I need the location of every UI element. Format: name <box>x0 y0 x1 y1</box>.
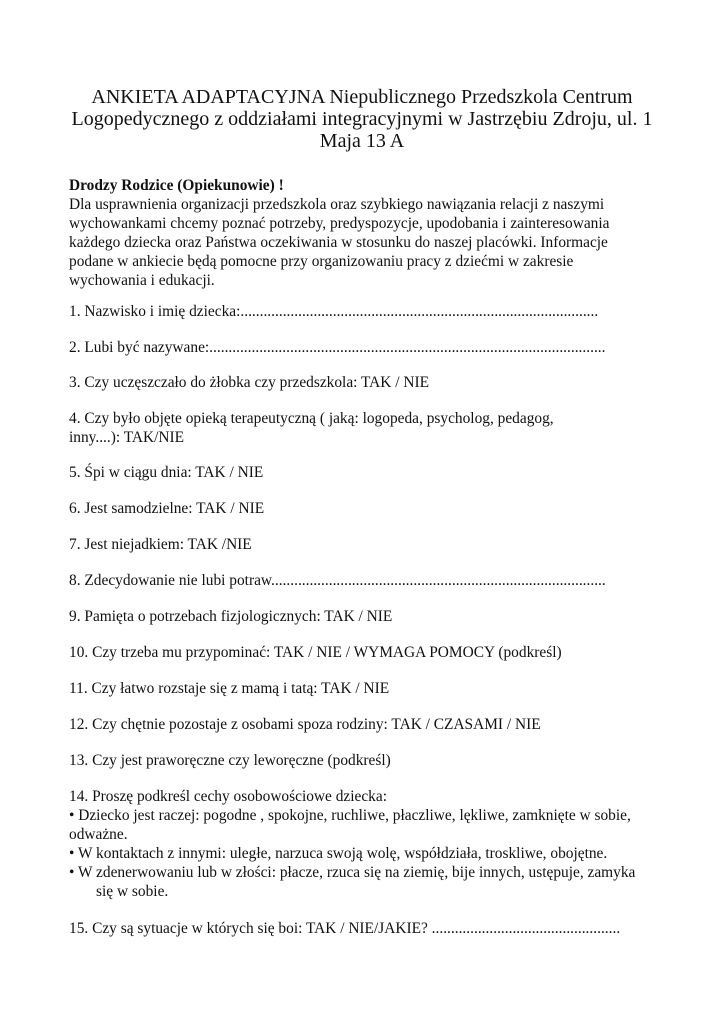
question-text: 3. Czy uczęszczało do żłobka czy przedszkola: TAK / NIE <box>69 374 430 391</box>
question-4 <box>69 409 679 447</box>
question-text: 2. Lubi być nazywane:....................................................................................................... <box>69 339 606 356</box>
title-line-1: ANKIETA ADAPTACYJNA Niepublicznego Przedszkola Centrum <box>91 86 633 108</box>
question-text: inny....): TAK/NIE <box>69 429 185 446</box>
question-5 <box>69 463 679 482</box>
question-text: 4. Czy było objęte opieką terapeutyczną ( jaką: logopeda, psycholog, pedagog, <box>69 410 554 427</box>
question-7 <box>69 535 679 554</box>
question-text: 9. Pamięta o potrzebach fizjologicznych: TAK / NIE <box>69 608 393 625</box>
intro-line: wychowania i edukacji. <box>69 272 215 289</box>
question-10 <box>69 643 679 662</box>
question-text: 10. Czy trzeba mu przypominać: TAK / NIE / WYMAGA POMOCY (podkreśl) <box>69 644 562 661</box>
intro-line: Dla usprawnienia organizacji przedszkola oraz szybkiego nawiązania relacji z naszymi <box>69 196 605 213</box>
question-text: 11. Czy łatwo rozstaje się z mamą i tatą: TAK / NIE <box>69 680 390 697</box>
option-line: • W zdenerwowaniu lub w złości: płacze, rzuca się na ziemię, bije innych, ustępuje, zamyka <box>69 864 636 881</box>
intro-line: każdego dziecka oraz Państwa oczekiwania w stosunku do naszej placówki. Informacje <box>69 234 608 251</box>
intro-line: wychowankami chcemy poznać potrzeby, predyspozycje, upodobania i zainteresowania <box>69 215 610 232</box>
greeting: Drodzy Rodzice (Opiekunowie) ! <box>69 177 284 194</box>
question-14 <box>69 787 679 901</box>
question-text: 8. Zdecydowanie nie lubi potraw....................................................................................... <box>69 572 606 589</box>
question-13 <box>69 751 679 770</box>
title-line-2: Logopedycznego z oddziałami integracyjnymi w Jastrzębiu Zdroju, ul. 1 <box>71 108 653 130</box>
question-text: 5. Śpi w ciągu dnia: TAK / NIE <box>69 464 264 481</box>
question-text: 13. Czy jest praworęczne czy leworęczne (podkreśl) <box>69 752 391 769</box>
question-6 <box>69 499 679 518</box>
option-line: się w sobie. <box>96 883 169 900</box>
intro-paragraph <box>69 176 669 290</box>
question-15 <box>69 919 679 938</box>
question-12 <box>69 715 679 734</box>
question-9 <box>69 607 679 626</box>
option-line: • W kontaktach z innymi: uległe, narzuca swoją wolę, współdziała, troskliwe, obojętne. <box>69 845 608 862</box>
question-2 <box>69 338 679 357</box>
question-text: 14. Proszę podkreśl cechy osobowościowe dziecka: <box>69 788 387 805</box>
question-3 <box>69 373 679 392</box>
intro-line: podane w ankiecie będą pomocne przy organizowaniu pracy z dziećmi w zakresie <box>69 253 574 270</box>
question-text: 6. Jest samodzielne: TAK / NIE <box>69 500 265 517</box>
question-text: 12. Czy chętnie pozostaje z osobami spoza rodziny: TAK / CZASAMI / NIE <box>69 716 541 733</box>
question-1 <box>69 302 679 321</box>
title-line-3: Maja 13 A <box>319 130 405 152</box>
option-line: odważne. <box>69 826 128 843</box>
option-line: • Dziecko jest raczej: pogodne , spokojne, ruchliwe, płaczliwe, lękliwe, zamknięte w sobie, <box>69 807 631 824</box>
question-text: 1. Nazwisko i imię dziecka:............................................................................................. <box>69 303 599 320</box>
question-text: 15. Czy są sytuacje w których się boi: TAK / NIE/JAKIE? ................................................. <box>69 920 621 937</box>
question-text: 7. Jest niejadkiem: TAK /NIE <box>69 536 252 553</box>
question-11 <box>69 679 679 698</box>
question-8 <box>69 571 679 590</box>
document-title <box>60 86 664 152</box>
